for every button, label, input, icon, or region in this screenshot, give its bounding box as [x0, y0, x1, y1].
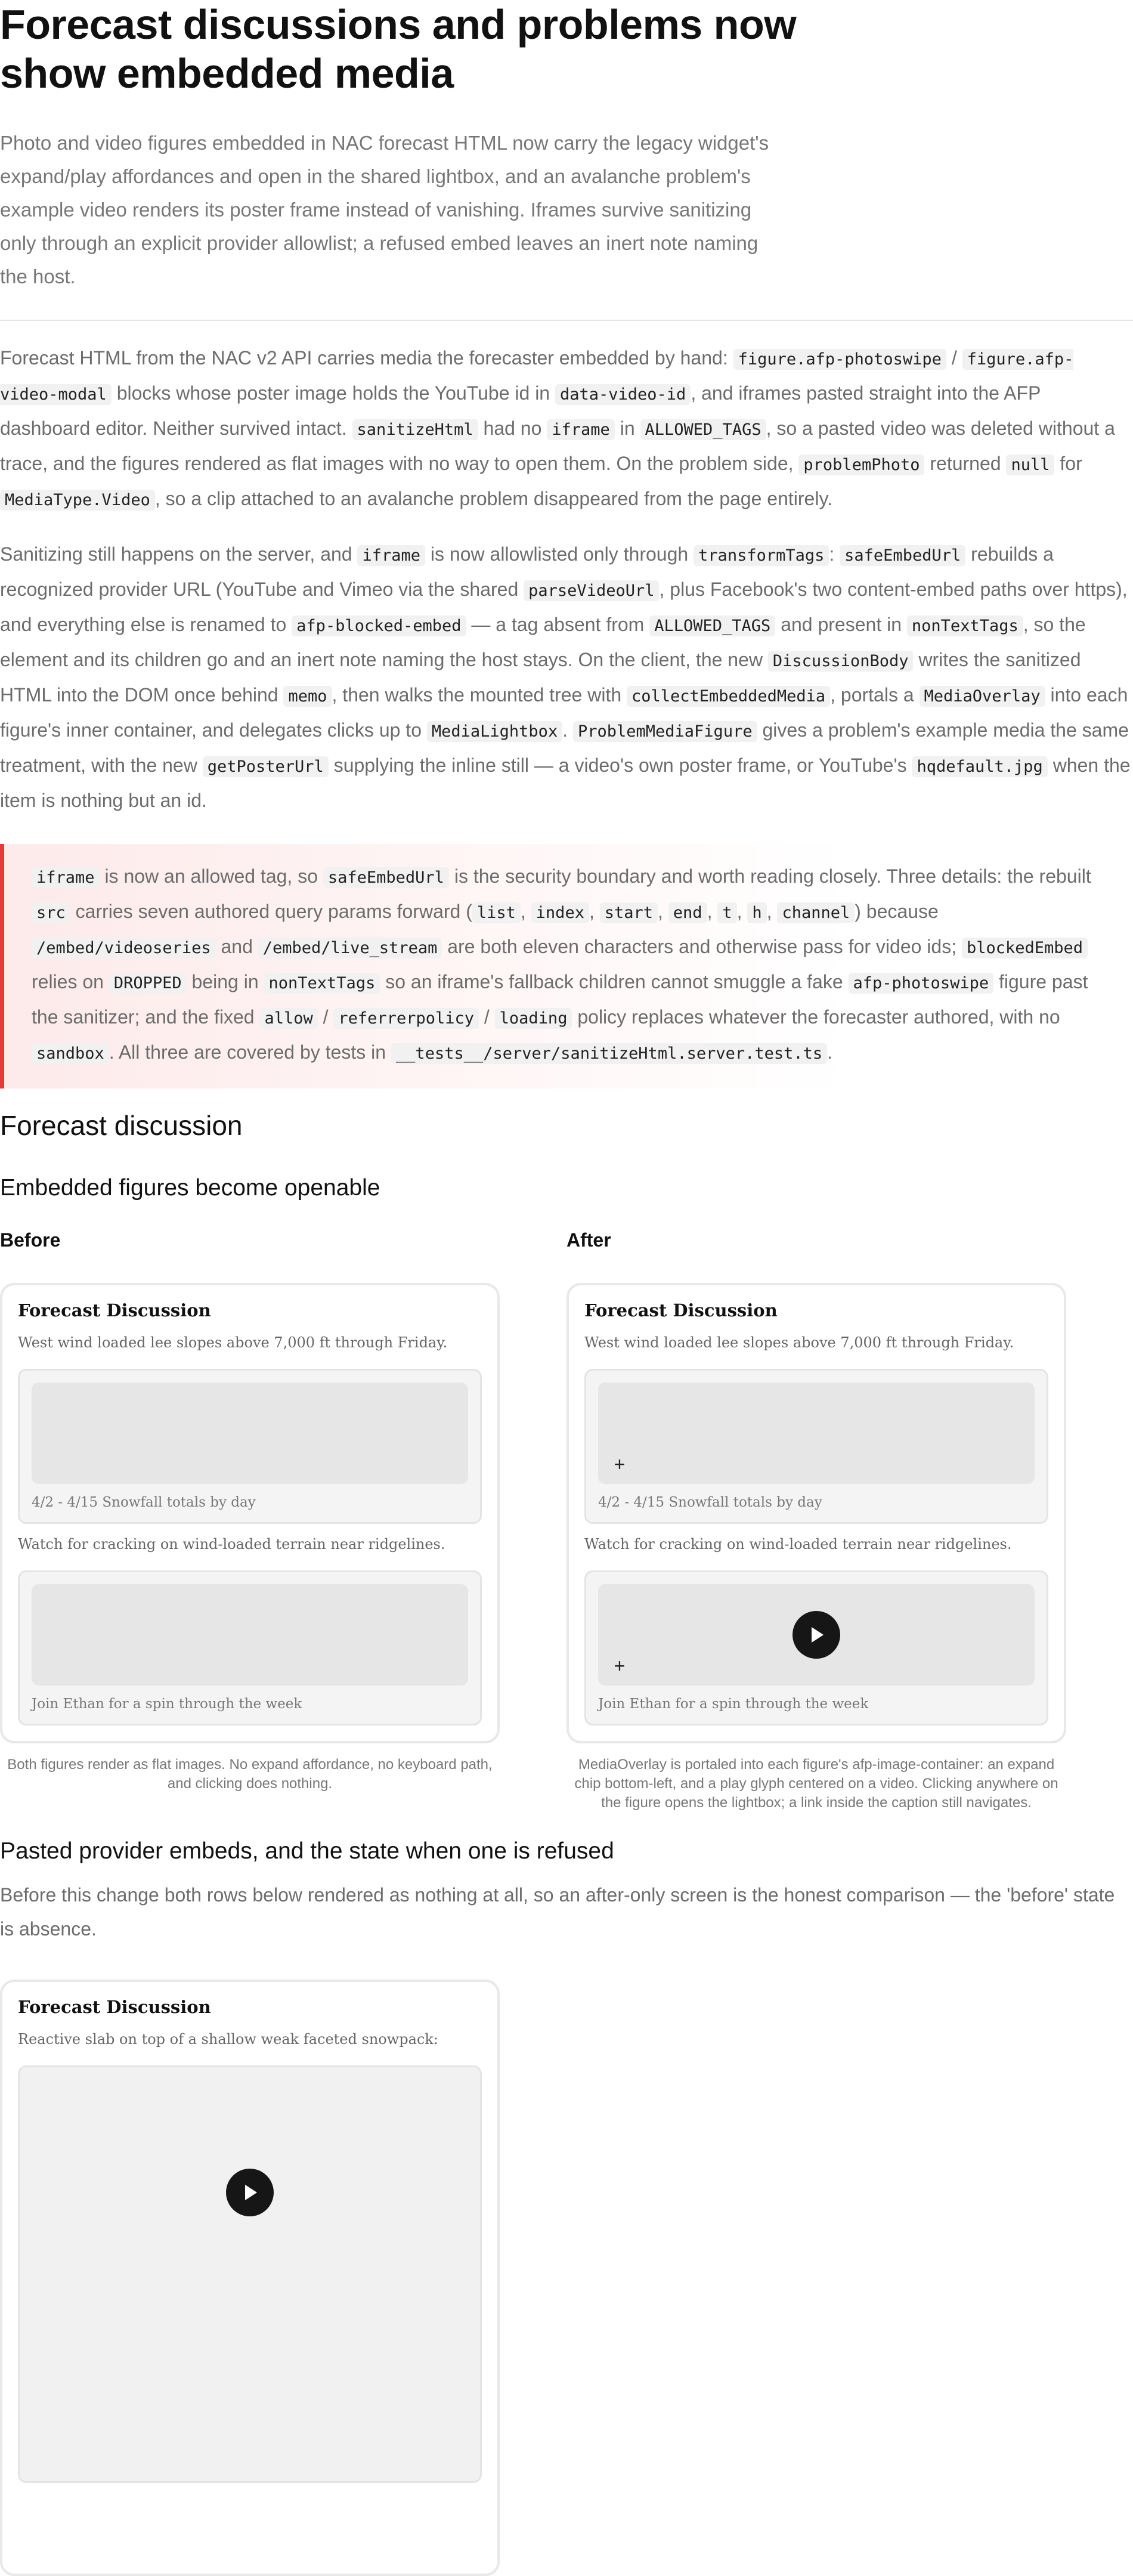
- subsection-heading-embeds: Pasted provider embeds, and the state when one is refused: [0, 1838, 614, 1864]
- code-span: ALLOWED_TAGS: [640, 419, 766, 440]
- before-label: Before: [0, 1229, 61, 1251]
- card-text: Reactive slab on top of a shallow weak faceted snowpack:: [18, 2031, 439, 2048]
- intro-text: Photo and video figures embedded in NAC forecast HTML now carry the legacy widget's expand/play affordances and open in the shared lightbox, and an avalanche problem's example video renders its poster frame instead of vanishing. Iframes survive sanitizing only through an explicit provider allowlist; a refused embed leaves an inert note naming the host.: [0, 132, 769, 287]
- code-span: data-video-id: [555, 384, 691, 405]
- figure-caption: Join Ethan for a spin through the week: [598, 1696, 869, 1712]
- code-span: blockedEmbed: [962, 938, 1088, 958]
- code-span: MediaType.Video: [0, 490, 155, 511]
- section-heading: Forecast discussion: [0, 1110, 243, 1141]
- code-span: memo: [283, 686, 332, 707]
- code-span: h: [747, 902, 766, 923]
- code-span: channel: [777, 902, 855, 923]
- code-span: MediaLightbox: [427, 721, 562, 742]
- figure-caption: 4/2 - 4/15 Snowfall totals by day: [32, 1495, 256, 1510]
- forecast-card-after: [566, 1283, 1066, 1743]
- play-icon[interactable]: [226, 2169, 274, 2216]
- expand-icon[interactable]: +: [614, 1454, 626, 1475]
- comparison-columns: [0, 1228, 1133, 1813]
- card-title: Forecast Discussion: [18, 1997, 211, 2017]
- after-label: After: [566, 1229, 611, 1251]
- embeds-intro: Before this change both rows below rendered as nothing at all, so an after-only screen is the honest comparison — the 'before' state is absence.: [0, 1884, 1115, 1940]
- code-span: nonTextTags: [264, 973, 380, 994]
- card-text: West wind loaded lee slopes above 7,000 ft through Friday.: [584, 1334, 1014, 1351]
- code-span: start: [600, 902, 658, 923]
- code-span: nonTextTags: [907, 616, 1023, 636]
- code-span: transformTags: [694, 545, 829, 566]
- code-span: index: [531, 902, 589, 923]
- page-title: Forecast discussions and problems now show embedded media: [0, 1, 797, 97]
- paragraph-problem: Forecast HTML from the NAC v2 API carries media the forecaster embedded by hand: figure.afp-photoswipe / figure.afp-video-modal blocks whose poster image holds the YouTube id in data-video-id , and iframes pasted straight into the AFP dashboard editor. Neither survived intact. sanitizeHtml had no iframe in ALLOWED_TAGS , so a pasted video was deleted without a trace, and the figures rendered as flat images with no way to open them. On the problem side, problemPhoto returned null for MediaType.Video , so a clip attached to an avalanche problem disappeared from the page entirely.: [0, 347, 1115, 509]
- figure-image: [32, 1383, 468, 1484]
- code-span: ALLOWED_TAGS: [649, 616, 775, 636]
- forecast-card-before: [0, 1283, 500, 1743]
- card-text: West wind loaded lee slopes above 7,000 ft through Friday.: [18, 1334, 448, 1351]
- code-span: figure.afp-video-modal: [0, 350, 1074, 404]
- card-text: Watch for cracking on wind-loaded terrain near ridgelines.: [584, 1536, 1012, 1553]
- code-span: getPosterUrl: [203, 756, 329, 777]
- video-figure: [18, 1570, 482, 1725]
- code-span: loading: [495, 1008, 572, 1029]
- code-span: DROPPED: [109, 973, 187, 994]
- code-span: src: [32, 902, 70, 923]
- card-text: Watch for cracking on wind-loaded terrain near ridgelines.: [18, 1536, 445, 1553]
- code-span: iframe: [357, 545, 425, 566]
- code-span: null: [1006, 454, 1054, 475]
- code-span: /embed/videoseries: [32, 938, 216, 958]
- paragraph-solution: Sanitizing still happens on the server, and iframe is now allowlisted only through transformTags : safeEmbedUrl rebuilds a recognized provider URL (YouTube and Vimeo via the shared parseVideoUrl , plus Facebook's two content-embed paths over https), and everything else is renamed to afp-blocked-embed — a tag absent from ALLOWED_TAGS and present in nonTextTags , so the element and its children go and an inert note naming the host stays. On the client, the new DiscussionBody writes the sanitized HTML into the DOM once behind memo , then walks the mounted tree with collectEmbeddedMedia , portals a MediaOverlay into each figure's inner container, and delegates clicks up to MediaLightbox . ProblemMediaFigure gives a problem's example media the same treatment, with the new getPosterUrl supplying the inline still — a video's own poster frame, or YouTube's hqdefault.jpg when the item is nothing but an id.: [0, 543, 1131, 811]
- figure-image[interactable]: [598, 1584, 1035, 1686]
- code-span: afp-photoswipe: [849, 973, 994, 994]
- figure-image[interactable]: [598, 1383, 1035, 1484]
- photo-figure: [18, 1369, 482, 1524]
- code-span: collectEmbeddedMedia: [627, 686, 830, 707]
- divider: [0, 320, 1133, 321]
- expand-icon[interactable]: +: [614, 1655, 626, 1677]
- code-span: iframe: [32, 867, 100, 888]
- figure-caption: Join Ethan for a spin through the week: [32, 1696, 302, 1712]
- code-span: ProblemMediaFigure: [573, 721, 757, 742]
- code-span: safeEmbedUrl: [323, 867, 449, 888]
- card-title: Forecast Discussion: [584, 1300, 778, 1321]
- code-span: afp-blocked-embed: [292, 616, 466, 636]
- code-span: parseVideoUrl: [524, 580, 659, 601]
- after-column: [566, 1228, 1133, 1813]
- code-span: figure.afp-photoswipe: [733, 349, 946, 370]
- code-span: referrerpolicy: [333, 1008, 479, 1029]
- code-span: /embed/live_stream: [258, 938, 442, 958]
- code-span: problemPhoto: [798, 454, 924, 475]
- card-title: Forecast Discussion: [18, 1300, 211, 1321]
- code-span: list: [472, 902, 521, 923]
- callout-security: iframe is now an allowed tag, so safeEmbedUrl is the security boundary and worth reading closely. Three details: the rebuilt src carries seven authored query params forward ( list , index , start , end , t , h , channel ) because /embed/videoseries and /embed/live_stream are both eleven characters and otherwise pass for video ids; blockedEmbed relies on DROPPED being in nonTextTags so an iframe's fallback children cannot smuggle a fake afp-photoswipe figure past the sanitizer; and the fixed allow / referrerpolicy / loading policy replaces whatever the forecaster authored, with no sandbox . All three are covered by tests in __tests__/server/sanitizeHtml.server.test.ts .: [0, 844, 1131, 1088]
- before-note: Both figures render as flat images. No expand affordance, no keyboard path, and clicking does nothing.: [7, 1756, 493, 1792]
- after-note: MediaOverlay is portaled into each figure's afp-image-container: an expand chip bottom-left, and a play glyph centered on a video. Clicking anywhere on the figure opens the lightbox; a link inside the caption still navigates.: [574, 1756, 1058, 1811]
- code-span: safeEmbedUrl: [840, 545, 965, 566]
- code-span: t: [717, 902, 736, 923]
- video-figure[interactable]: [584, 1570, 1048, 1725]
- photo-figure[interactable]: [584, 1369, 1048, 1524]
- code-span: iframe: [547, 419, 615, 440]
- code-span: __tests__/server/sanitizeHtml.server.test.ts: [391, 1043, 827, 1064]
- code-span: MediaOverlay: [920, 686, 1045, 707]
- code-span: hqdefault.jpg: [912, 756, 1047, 777]
- code-span: allow: [259, 1008, 317, 1029]
- play-icon[interactable]: [793, 1611, 840, 1659]
- figure-caption: 4/2 - 4/15 Snowfall totals by day: [598, 1495, 822, 1510]
- figure-image: [32, 1584, 468, 1686]
- code-span: sandbox: [32, 1043, 109, 1064]
- code-span: end: [668, 902, 707, 923]
- forecast-card-embed: [0, 1980, 500, 2576]
- code-span: DiscussionBody: [768, 651, 914, 672]
- before-column: [0, 1228, 566, 1813]
- code-span: sanitizeHtml: [352, 419, 478, 440]
- subsection-heading-figures: Embedded figures become openable: [0, 1175, 380, 1201]
- embed-figure[interactable]: [18, 2065, 482, 2483]
